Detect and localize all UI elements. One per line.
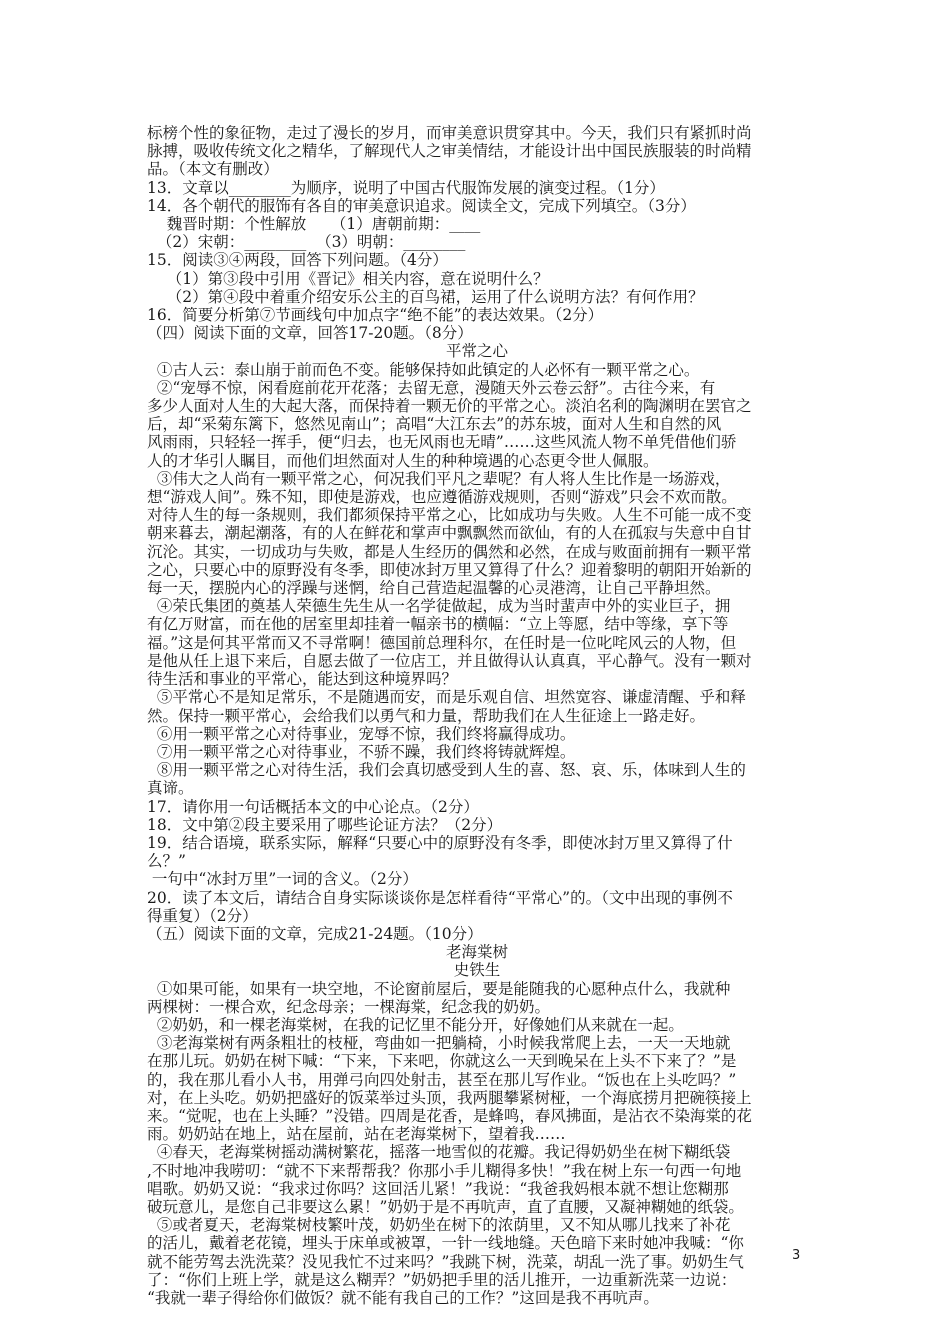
- text-line: 得重复）（2分）: [147, 906, 258, 925]
- text-line: 魏晋时期：个性解放 （1）唐朝前期：____: [147, 215, 481, 234]
- text-line: ⑧用一颗平常之心对待生活，我们会真切感受到人生的喜、怒、哀、乐，体味到人生的: [147, 761, 746, 780]
- text-line: ,不时地冲我唠叨：“就不下来帮帮我？你那小手儿糊得多快！”我在树上东一句西一句地: [147, 1161, 742, 1180]
- text-line: ④春天，老海棠树摇动满树繁花，摇落一地雪似的花瓣。我记得奶奶坐在树下糊纸袋: [147, 1143, 731, 1162]
- text-line: 是他从任上退下来后，自愿去做了一位店工，并且做得认认真真，平心静气。没有一颗对: [147, 651, 752, 670]
- text-line: 两棵树：一棵合欢，纪念母亲；一棵海棠，纪念我的奶奶。: [147, 997, 551, 1016]
- text-line: ⑥用一颗平常之心对待事业，宠辱不惊，我们终将赢得成功。: [147, 724, 576, 743]
- text-line: 的活儿，戴着老花镜，埋头于床单或被罩，一针一线地缝。天色暗下来时她冲我喊：“你: [147, 1234, 744, 1253]
- text-line: 真谛。: [147, 779, 194, 798]
- text-line: 朝来暮去，潮起潮落，有的人在鲜花和掌声中飘飘然而欲仙，有的人在孤寂与失意中自甘: [147, 524, 752, 543]
- heading-line: 平常之心: [445, 342, 508, 361]
- text-line: ④荣氏集团的奠基人荣德生先生从一名学徒做起，成为当时蜚声中外的实业巨子，拥: [147, 597, 731, 616]
- document-body: [147, 124, 807, 1307]
- text-line: 在那儿玩。奶奶在树下喊：“下来，下来吧，你就这么一天到晚呆在上头不下来了？”是: [147, 1052, 737, 1071]
- text-line: 就不能劳驾去洗洗菜？没见我忙不过来吗？”我跳下树，洗菜，胡乱一洗了事。奶奶生气: [147, 1252, 744, 1271]
- text-line: 的，我在那儿看小人书，用弹弓向四处射击，甚至在那儿写作业。“饭也在上头吃吗？”: [147, 1070, 737, 1089]
- text-line: （2）宋朝：________ （3）明朝：________: [147, 233, 466, 252]
- text-line: ③伟大之人尚有一颗平常之心，何况我们平凡之辈呢？有人将人生比作是一场游戏，: [147, 469, 731, 488]
- text-line: 标榜个性的象征物，走过了漫长的岁月，而审美意识贯穿其中。今天，我们只有紧抓时尚: [147, 124, 752, 142]
- text-line: 了：“你们上班上学，就是这么糊弄？”奶奶把手里的活儿推开，一边重新洗菜一边说：: [147, 1270, 737, 1289]
- text-line: 13．文章以________为顺序，说明了中国古代服饰发展的演变过程。（1分）: [147, 178, 665, 197]
- text-line: “我就一辈子得给你们做饭？就不能有我自己的工作？”这回是我不再吭声。: [147, 1289, 659, 1307]
- text-line: 品。（本文有删改）: [147, 160, 279, 179]
- text-line: （2）第④段中着重介绍安乐公主的百鸟裙，运用了什么说明方法？有何作用？: [147, 287, 704, 306]
- text-line: 多少人面对人生的大起大落，而保持着一颗无价的平常之心。淡泊名利的陶渊明在罢官之: [147, 397, 752, 416]
- text-line: 对待人生的每一条规则，我们都须保持平常之心，比如成功与失败。人生不可能一成不变: [147, 506, 752, 525]
- text-line: 15．阅读③④两段，回答下列问题。（4分）: [147, 251, 448, 270]
- text-line: 风雨雨，只轻轻一挥手，便“归去，也无风雨也无晴”……这些风流人物不单凭借他们骄: [147, 433, 737, 452]
- text-line: 待生活和事业的平常心，能达到这种境界吗？: [147, 670, 458, 689]
- heading-line: 老海棠树: [445, 943, 508, 962]
- text-line: 对，在上头吃。奶奶把盛好的饭菜举过头顶，我两腿攀紧树桠，一个海底捞月把碗筷接上: [147, 1088, 752, 1107]
- text-line: 一句中“冰封万里”一词的含义。（2分）: [147, 870, 418, 889]
- text-line: 来。“觉呢，也在上头睡？”没错。四周是花香，是蜂鸣，春风拂面，是沾衣不染海棠的花: [147, 1106, 752, 1125]
- text-line: ②“宠辱不惊，闲看庭前花开花落；去留无意，漫随天外云卷云舒”。古往今来，有: [147, 378, 716, 397]
- text-line: 20．读了本文后，请结合自身实际谈谈你是怎样看待“平常心”的。（文中出现的事例不: [147, 888, 733, 907]
- text-line: （四）阅读下面的文章，回答17-20题。（8分）: [147, 324, 473, 343]
- text-line: 人的才华引人瞩目，而他们坦然面对人生的种种境遇的心态更令世人佩服。: [147, 451, 659, 470]
- text-line: （五）阅读下面的文章，完成21-24题。（10分）: [147, 924, 483, 943]
- text-line: 17．请你用一句话概括本文的中心论点。（2分）: [147, 797, 479, 816]
- text-line: 之心，只要心中的原野没有冬季，即使冰封万里又算得了什么？迎着黎明的朝阳开始新的: [147, 560, 752, 579]
- text-line: 沉沦。其实，一切成功与失败，都是人生经历的偶然和必然，在成与败面前拥有一颗平常: [147, 542, 752, 561]
- text-line: ⑤或者夏天，老海棠树枝繁叶茂，奶奶坐在树下的浓荫里，又不知从哪儿找来了补花: [147, 1216, 731, 1235]
- text-line: 福。”这是何其平常而又不寻常啊！德国前总理科尔，在任时是一位叱咤风云的人物，但: [147, 633, 737, 652]
- text-line: ③老海棠树有两条粗壮的枝桠，弯曲如一把躺椅，小时候我常爬上去，一天一天地就: [147, 1034, 731, 1053]
- text-line: 19．结合语境，联系实际，解释“只要心中的原野没有冬季，即使冰封万里又算得了什: [147, 833, 733, 852]
- text-line: ①如果可能，如果有一块空地，不论窗前屋后，要是能随我的心愿种点什么，我就种: [147, 979, 731, 998]
- heading-line: 史铁生: [453, 961, 501, 980]
- text-line: 有亿万财富，而在他的居室里却挂着一幅亲书的横幅：“立上等愿，结中等缘，享下等: [147, 615, 729, 634]
- text-line: ①古人云：泰山崩于前而色不变。能够保持如此镇定的人必怀有一颗平常之心。: [147, 360, 700, 379]
- text-line: 16．简要分析第⑦节画线句中加点字“绝不能”的表达效果。（2分）: [147, 306, 604, 325]
- text-line: 然。保持一颗平常心，会给我们以勇气和力量，帮助我们在人生征途上一路走好。: [147, 706, 706, 725]
- text-line: 破玩意儿，是您自己非要这么累！”奶奶于是不再吭声，直了直腰，又凝神糊她的纸袋。: [147, 1197, 744, 1216]
- text-line: 后，却“采菊东篱下，悠然见南山”；高唱“大江东去”的苏东坡，面对人生和自然的风: [147, 415, 722, 434]
- text-line: 唱歌。奶奶又说：“我求过你吗？这回活儿紧！”我说：“我爸我妈根本就不想让您糊那: [147, 1179, 729, 1198]
- text-line: 么？”: [147, 852, 186, 871]
- text-line: 14．各个朝代的服饰有各自的审美意识追求。阅读全文，完成下列填空。（3分）: [147, 196, 696, 215]
- text-line: ⑤平常心不是知足常乐，不是随遇而安，而是乐观自信、坦然宽容、谦虚清醒、乎和释: [147, 688, 746, 707]
- text-line: 想“游戏人间”。殊不知，即使是游戏，也应遵循游戏规则，否则“游戏”只会不欢而散。: [147, 488, 737, 507]
- text-line: 18．文中第②段主要采用了哪些论证方法？（2分）: [147, 815, 503, 834]
- page-number: 3: [792, 1248, 801, 1263]
- text-line: 脉搏，吸收传统文化之精华，了解现代人之审美情结，才能设计出中国民族服装的时尚精: [147, 142, 752, 161]
- text-line: 雨。奶奶站在地上，站在屋前，站在老海棠树下，望着我……: [147, 1125, 566, 1144]
- text-line: 每一天，摆脱内心的浮躁与迷惘，给自己营造起温馨的心灵港湾，让自己平静坦然。: [147, 579, 721, 598]
- text-line: （1）第③段中引用《晋记》相关内容，意在说明什么？: [147, 269, 549, 288]
- text-line: ②奶奶，和一棵老海棠树，在我的记忆里不能分开，好像她们从来就在一起。: [147, 1015, 684, 1034]
- text-line: ⑦用一颗平常之心对待事业，不骄不躁，我们终将铸就辉煌。: [147, 742, 576, 761]
